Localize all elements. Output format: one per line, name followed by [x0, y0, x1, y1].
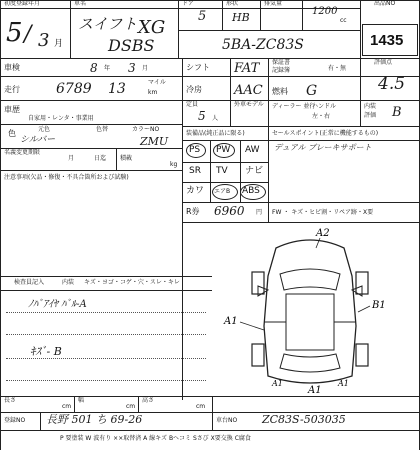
first-reg-month: 3	[38, 30, 50, 51]
eval-value: 4.5	[378, 74, 406, 94]
inspection-label: 車検	[4, 63, 20, 72]
handle-label: ハンドル	[312, 103, 337, 110]
circle-pw	[213, 143, 235, 158]
header-sep-3	[222, 0, 223, 30]
checker-label: 検査員記入	[14, 279, 45, 286]
displacement-value: 1200	[312, 6, 338, 17]
history-options: 自家用・レンタ・事業用	[28, 115, 94, 122]
first-reg-month-unit: 月	[54, 39, 64, 49]
equip-pw: PW	[216, 145, 231, 155]
footer-sep-4	[212, 396, 213, 430]
ac-value: AAC	[234, 83, 263, 98]
inspection-month-unit: 月	[142, 65, 149, 72]
seats-value: 5	[198, 109, 206, 123]
header-line-bottom	[0, 58, 420, 59]
fuel-value: G	[306, 83, 318, 99]
drive-sep-3	[360, 58, 361, 126]
equip-line-1	[182, 140, 420, 141]
chassis-label: 車台NO	[216, 417, 238, 424]
checker-line-bottom	[0, 290, 212, 291]
mark-a1-rear: A1	[308, 385, 322, 396]
lot-number: 1435	[370, 32, 404, 49]
header-sep-5	[302, 0, 303, 30]
width-label: 幅	[78, 397, 85, 404]
door-value: 5	[198, 9, 207, 24]
warranty-sub: 有・無	[328, 65, 347, 72]
width-unit: cm	[126, 403, 136, 410]
interior-value: B	[392, 105, 402, 120]
equip-aw: AW	[245, 145, 260, 155]
windshield	[280, 269, 340, 290]
car-body-outline	[264, 240, 356, 383]
header-sep-1	[70, 0, 71, 58]
name-change-month: 月	[68, 155, 75, 162]
color-orig-label: 元色	[38, 126, 51, 133]
equip-row-4	[182, 222, 420, 223]
circle-airbag	[212, 184, 238, 200]
footer-sep-3	[40, 412, 41, 430]
car-name: スイフト	[78, 15, 138, 33]
mark-a2: A2	[316, 228, 330, 239]
height-unit: cm	[196, 403, 206, 410]
equip-navi: ナビ	[245, 166, 264, 176]
load-label: 積載	[120, 155, 133, 162]
sales-label: セールスポイント(正常に機能するもの)	[272, 130, 379, 137]
header-sep-2	[178, 0, 179, 58]
history-label: 車歴	[4, 105, 20, 114]
mileage-value: 6789	[56, 81, 92, 97]
row-line-3	[0, 124, 182, 125]
note-line-4	[6, 380, 206, 381]
checker-marks: キズ・ヨゴ・コゲ・穴・スレ・キレ	[84, 279, 180, 286]
color-no-label: カラーNO	[132, 126, 160, 133]
wheel-rl	[252, 344, 264, 366]
equipment-title: 装備品(純正品に限る)	[186, 130, 245, 137]
footer-sep-2	[138, 396, 139, 412]
model-label: 車名	[74, 0, 87, 7]
drive-sep-2	[268, 58, 269, 126]
sales-value: デュアル ブレーキサポート	[274, 143, 372, 152]
first-reg-year: 5	[6, 18, 23, 48]
door-label: ドア	[182, 0, 194, 7]
length-unit: cm	[62, 403, 72, 410]
mileage-km: 13	[108, 81, 126, 97]
border-top	[0, 0, 420, 1]
color-tone-label: 色替	[96, 126, 109, 133]
equip-ps: PS	[189, 145, 201, 155]
footer-line-1	[0, 396, 420, 397]
color-no-value: ZMU	[140, 135, 169, 148]
row-line-2	[0, 100, 420, 101]
rtax-value: 6960	[214, 204, 245, 218]
lot-number-box	[362, 24, 418, 56]
mileage-label: 走行	[4, 85, 20, 94]
note-line-1	[6, 312, 206, 313]
fuel-label: 燃料	[272, 87, 288, 96]
checker-line-top	[0, 276, 212, 277]
chassis-value: ZC83S-503035	[262, 413, 346, 426]
equip-sep-right	[268, 126, 269, 222]
equip-row-3	[182, 202, 420, 203]
first-reg-label: 初度登録年月	[4, 0, 41, 7]
mileage-unit-mile: マイル	[148, 79, 166, 86]
shift-value: FAT	[234, 61, 260, 76]
displacement-unit: cc	[340, 17, 347, 24]
shift-label: シフト	[186, 63, 210, 72]
type-code: 5BA-ZC83S	[222, 37, 304, 53]
eval-label: 評価点	[374, 59, 393, 66]
mark-a1-rr: A1	[338, 379, 349, 388]
mark-a1-left: A1	[224, 316, 238, 327]
row-line-1	[0, 76, 420, 77]
dims-label: 外車モデル	[234, 101, 264, 108]
color-value: シルバー	[20, 135, 56, 145]
mark-b1: B1	[372, 300, 386, 311]
dealer-label: ディーラー 並行	[272, 103, 316, 110]
damage-code-legend: P 要塗装 W 波有り ××取替済 A 線キズ Bヘコミ Sさび X要交換 C腐食	[60, 435, 251, 442]
equip-row-2	[182, 182, 268, 183]
ac-label: 冷房	[186, 85, 202, 94]
displacement-label: 排気量	[264, 0, 283, 7]
first-reg-slash: /	[24, 22, 32, 47]
length-label: 長さ	[4, 397, 17, 404]
reg-no-value: 長野 501 ち 69-26	[46, 413, 143, 426]
mark-a1-rl: A1	[272, 379, 283, 388]
shape-value: HB	[232, 11, 250, 24]
height-label: 高さ	[142, 397, 155, 404]
footer-sep-1	[74, 396, 75, 412]
circle-ps	[186, 143, 206, 158]
header-sep-4	[260, 0, 261, 30]
rear-glass	[280, 354, 340, 372]
lot-label: 出品NO	[374, 0, 396, 7]
name-change-day: 日迄	[94, 155, 107, 162]
circle-abs	[240, 184, 266, 200]
header-line-mid	[178, 30, 360, 31]
shape-label: 形状	[226, 0, 239, 7]
model-code: DSBS	[108, 36, 155, 55]
warranty-label: 保証書	[272, 59, 291, 66]
right-row-line-3	[182, 126, 420, 127]
inspection-year-unit: 年	[104, 65, 111, 72]
inspection-month: 3	[128, 61, 136, 75]
seats-label: 定員	[186, 101, 199, 108]
checker-sub: 内装	[62, 279, 75, 286]
border-left	[0, 0, 1, 450]
mileage-unit-km: km	[148, 89, 158, 96]
equip-col-1	[210, 140, 211, 202]
middle-sep	[182, 58, 183, 400]
rtax-label: R券	[186, 207, 200, 216]
load-unit: kg	[170, 161, 178, 168]
header-line-1	[0, 8, 360, 9]
interior-label: 内装	[364, 103, 377, 110]
equip-tv: TV	[216, 166, 228, 176]
drive-sep-1	[230, 58, 231, 126]
load-sep	[116, 148, 117, 170]
damage-legend: FW ・ キズ・ヒビ割・リペア跡・X要	[272, 209, 374, 216]
header-sep-6	[360, 0, 361, 58]
inspection-year: 8	[90, 61, 98, 75]
reg-no-label: 登録NO	[4, 417, 26, 424]
row-line-5	[0, 170, 182, 171]
handle-value: 左・右	[312, 113, 331, 120]
car-diagram	[212, 226, 408, 396]
note-text-1: ﾉﾊﾞｱｲﾔ ﾊﾞﾙ-A	[28, 299, 87, 310]
roof	[286, 294, 334, 350]
wheel-rr	[356, 344, 368, 366]
seats-unit: 人	[212, 115, 219, 122]
note-line-3	[6, 358, 206, 359]
grade: XG	[138, 17, 166, 38]
footer-line-3	[0, 430, 420, 431]
equip-abs: ABS	[242, 186, 260, 196]
note-text-2: ｷｽﾞ- B	[30, 345, 62, 358]
equip-sr: SR	[189, 166, 201, 176]
notes-label: 注意事項(欠品・修復・不具合箇所および試験)	[4, 174, 129, 181]
name-change-label: 名義変更期限	[4, 149, 41, 156]
equip-kawa: カワ	[186, 186, 205, 196]
color-label: 色	[8, 129, 16, 138]
record-label: 記録簿	[272, 67, 291, 74]
equip-airbag: エアB	[214, 188, 231, 195]
rtax-unit: 円	[256, 209, 263, 216]
note-line-2	[6, 334, 206, 335]
equip-row-1	[182, 162, 268, 163]
interior-sub: 評価	[364, 112, 377, 119]
